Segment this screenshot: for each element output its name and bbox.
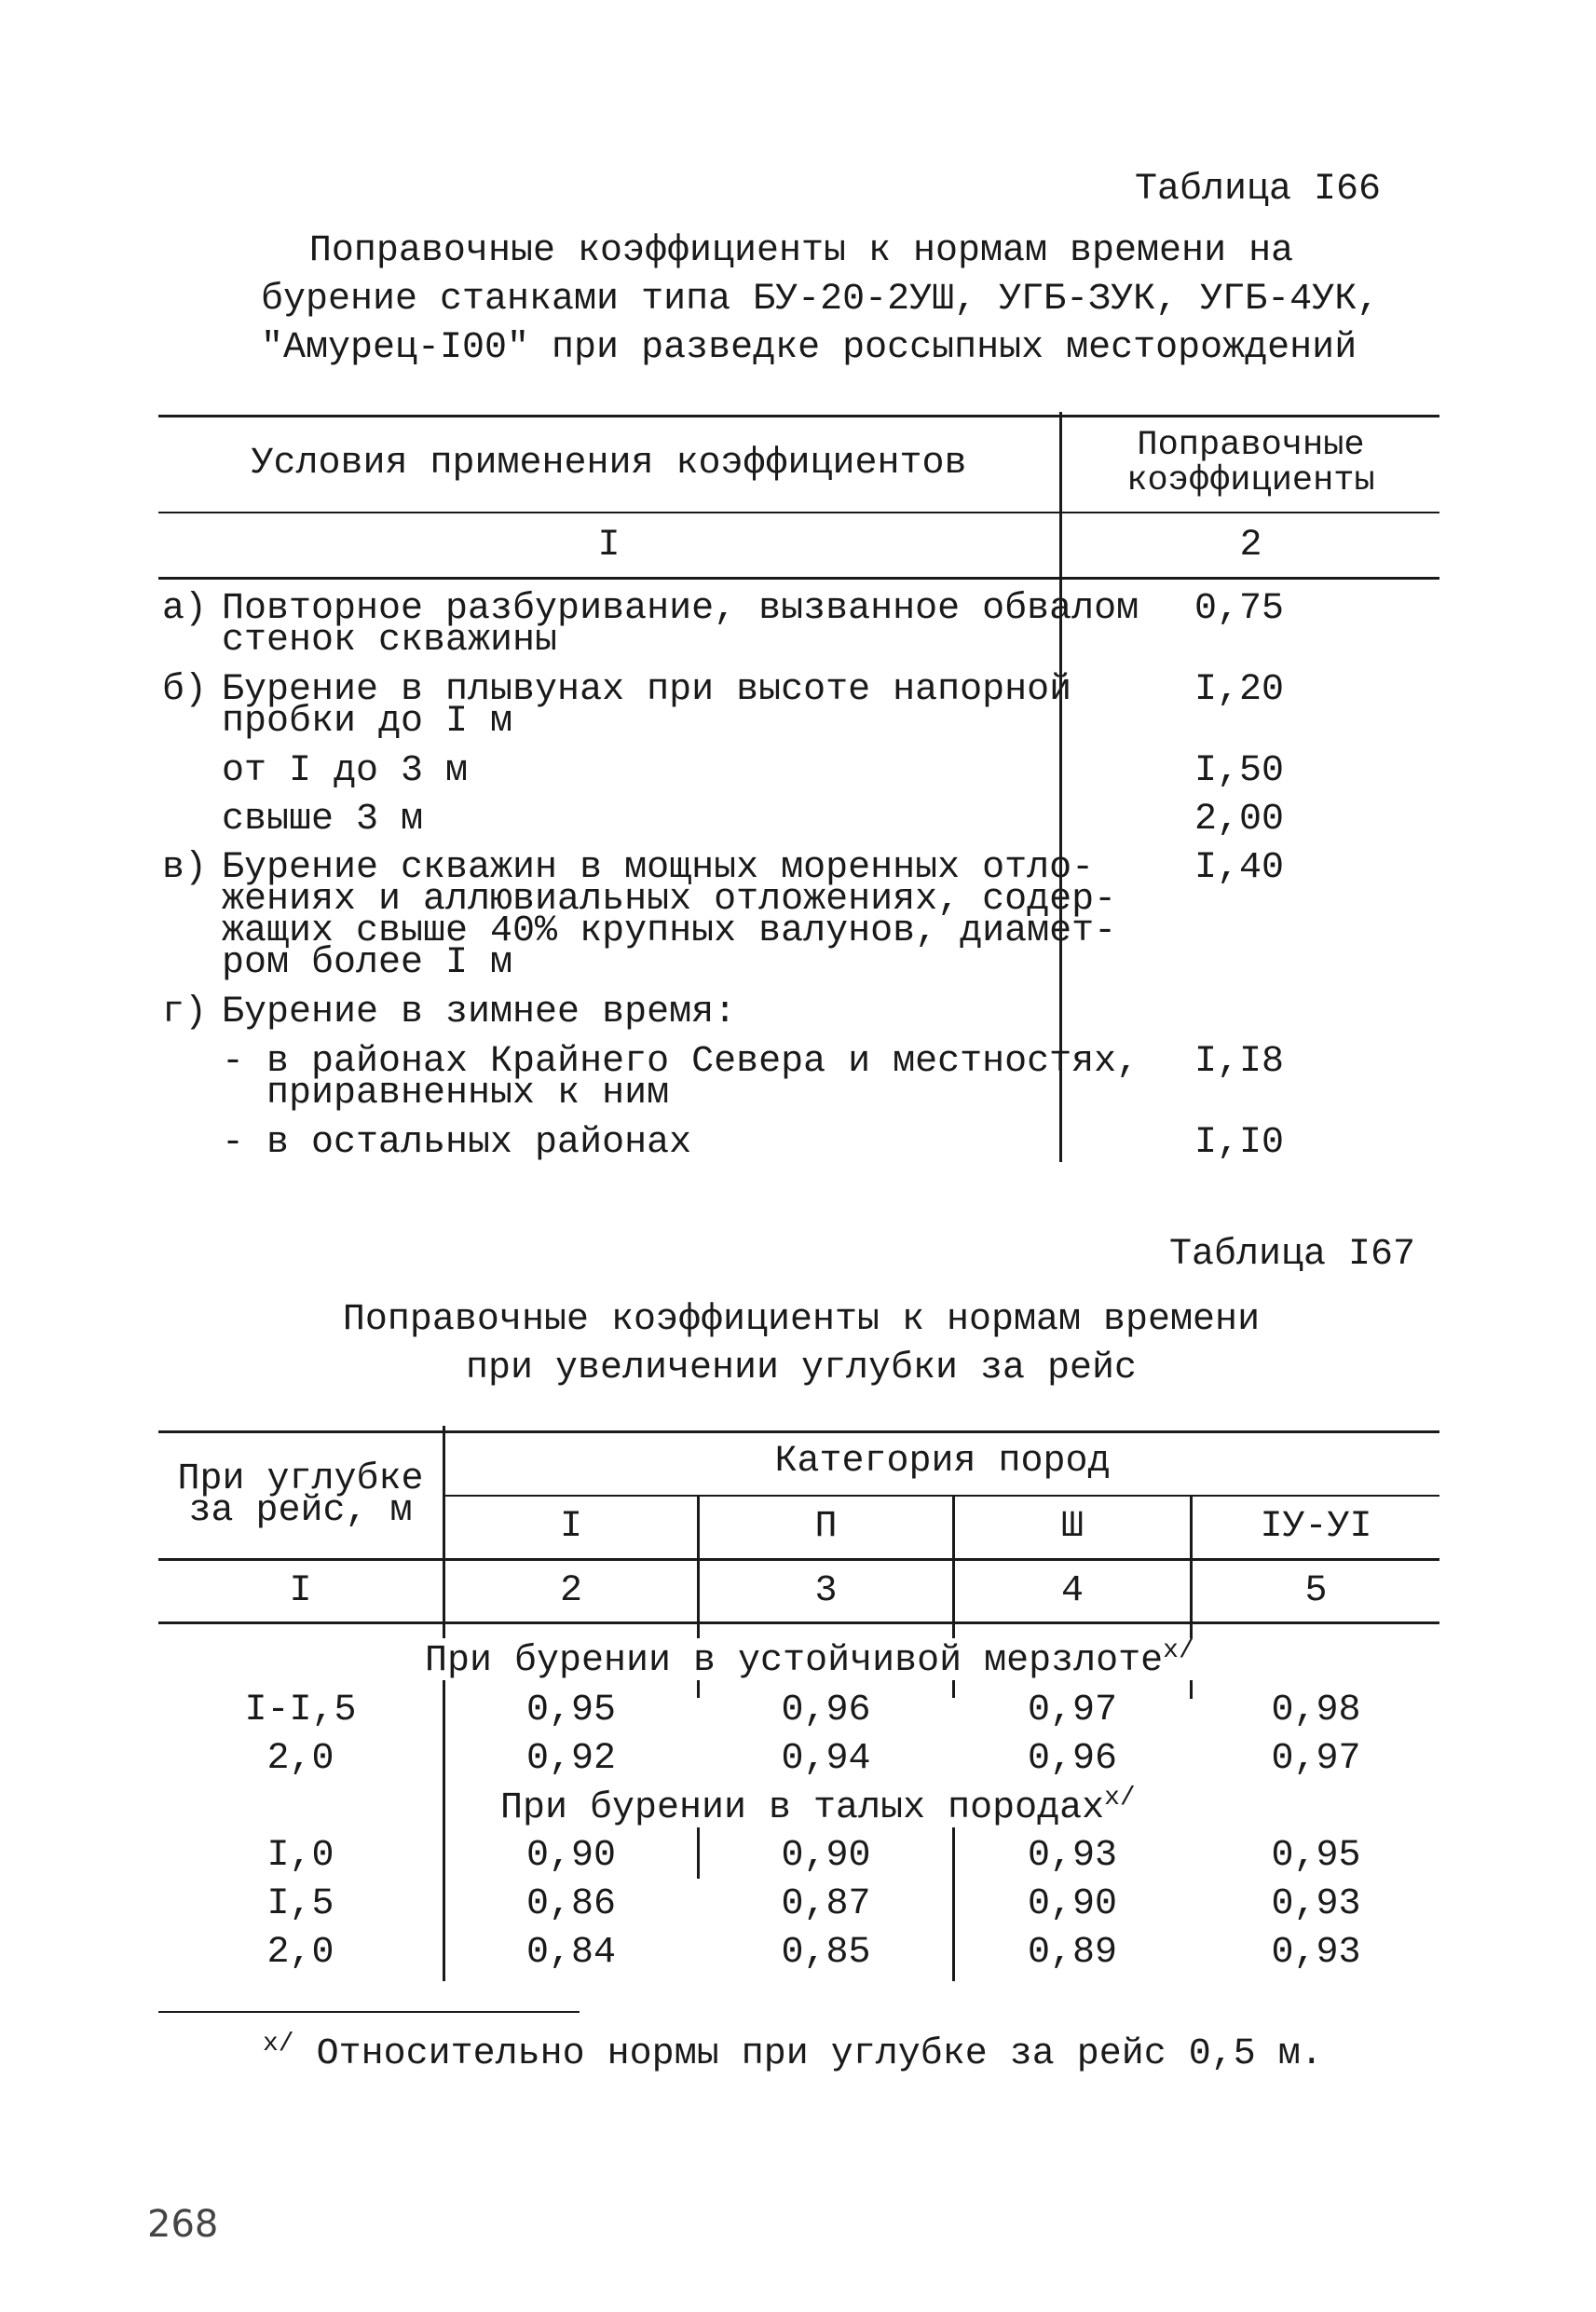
depth-value: I,5: [266, 1883, 334, 1925]
table-167-label: Таблица I67: [1169, 1234, 1416, 1276]
page-number: 268: [147, 2203, 219, 2246]
section-title-text: При бурении в талых породах: [500, 1787, 1105, 1829]
depth-value: I,0: [266, 1835, 334, 1877]
depth-value: 2,0: [266, 1738, 334, 1780]
category-header: П: [814, 1506, 838, 1548]
footnote-marker: x/: [1104, 1784, 1136, 1813]
footnote: [263, 2032, 1323, 2073]
row-marker: в): [162, 847, 208, 889]
coefficient-value: 0,93: [1271, 1883, 1361, 1925]
table-166-title-line-1: Поправочные коэффициенты к нормам времени на: [308, 230, 1294, 272]
row-marker: б): [162, 669, 208, 711]
coefficient-value: 0,94: [781, 1738, 871, 1780]
coefficient-value: I,50: [1194, 750, 1284, 792]
coefficient-value: 0,93: [1271, 1932, 1361, 1974]
condition-text: приравненных к ним: [222, 1073, 670, 1115]
condition-text: свыше 3 м: [222, 799, 424, 841]
table-166-col2-header-line-1: Поправочные: [1137, 426, 1365, 465]
coefficient-value: 0,90: [781, 1835, 871, 1877]
section-title-permafrost: [425, 1638, 1194, 1680]
coefficient-value: 0,96: [781, 1690, 871, 1731]
table-166-top-rule: [158, 415, 1439, 417]
coefficient-value: 0,85: [781, 1932, 871, 1974]
coefficient-value: 0,90: [1027, 1883, 1117, 1925]
column-number: 3: [814, 1570, 838, 1612]
condition-text: Бурение в плывунах при высоте напорной: [222, 669, 1072, 711]
table-166-title-line-2: бурение станками типа БУ-20-2УШ, УГБ-ЗУК, УГБ-4УК,: [261, 279, 1380, 321]
row-marker: г): [162, 992, 208, 1033]
table-167-number-rule: [158, 1621, 1439, 1624]
table-166-col1-number: I: [597, 525, 621, 567]
condition-text: Бурение скважин в мощных моренных отло-: [222, 847, 1095, 889]
table-166-title-line-3: "Амурец-I00" при разведке россыпных месторождений: [261, 327, 1357, 369]
depth-value: I-I,5: [244, 1690, 357, 1731]
condition-text: жениях и аллювиальных отложениях, содер-: [222, 879, 1117, 921]
coefficient-value: 0,84: [525, 1932, 616, 1974]
column-number: 5: [1304, 1570, 1328, 1612]
table-167-top-rule: [158, 1430, 1439, 1433]
category-header: Ш: [1060, 1506, 1084, 1548]
table-166-number-rule: [158, 577, 1439, 580]
section-title-thawed: [500, 1785, 1136, 1827]
coefficient-value: 0,98: [1271, 1690, 1361, 1731]
coefficient-value: I,I0: [1194, 1122, 1284, 1164]
column-number: 4: [1060, 1570, 1084, 1612]
coefficient-value: 0,86: [525, 1883, 616, 1925]
footnote-text: Относительно нормы при углубке за рейс 0,5 м.: [316, 2033, 1323, 2075]
coefficient-value: 0,97: [1271, 1738, 1361, 1780]
coefficient-value: I,I8: [1194, 1041, 1284, 1083]
coefficient-value: 0,87: [781, 1883, 871, 1925]
coefficient-value: 0,92: [525, 1738, 616, 1780]
condition-text: - в остальных районах: [222, 1122, 692, 1164]
footnote-marker: x/: [263, 2030, 294, 2059]
coefficient-value: 0,95: [1271, 1835, 1361, 1877]
condition-text: Повторное разбуривание, вызванное обвалом: [222, 588, 1139, 630]
table-167-col1-header-line-1: При углубке: [177, 1458, 424, 1500]
row-marker: а): [162, 588, 208, 630]
coefficient-value: 0,75: [1194, 588, 1284, 630]
column-number: 2: [559, 1570, 582, 1612]
footnote-rule: [158, 2011, 580, 2013]
table-166-col1-header: Условия применения коэффициентов: [251, 443, 967, 485]
column-number: I: [289, 1570, 312, 1612]
category-header: I: [559, 1506, 582, 1548]
depth-value: 2,0: [266, 1932, 334, 1974]
table-167-group-rule: [443, 1495, 1439, 1497]
condition-text: ром более I м: [222, 942, 513, 984]
table-166-label: Таблица I66: [1135, 169, 1382, 211]
coefficient-value: 0,89: [1027, 1932, 1117, 1974]
footnote-marker: x/: [1163, 1636, 1194, 1665]
condition-text: - в районах Крайнего Севера и местностях,: [222, 1041, 1139, 1083]
table-167-title-line-1: Поправочные коэффициенты к нормам времени: [342, 1299, 1261, 1341]
table-167-col1-header-line-2: за рейс, м: [188, 1490, 413, 1532]
table-167-header-rule: [158, 1558, 1439, 1561]
table-166-col2-number: 2: [1239, 525, 1262, 567]
coefficient-value: 0,93: [1027, 1835, 1117, 1877]
table-166-header-rule: [158, 512, 1439, 513]
table-167-group-header: Категория пород: [774, 1441, 1111, 1483]
coefficient-value: 2,00: [1194, 799, 1284, 841]
category-header: IУ-УI: [1260, 1506, 1372, 1548]
condition-text: от I до 3 м: [222, 750, 469, 792]
condition-text: стенок скважины: [222, 620, 558, 662]
coefficient-value: 0,96: [1027, 1738, 1117, 1780]
condition-text: жащих свыше 40% крупных валунов, диамет-: [222, 910, 1117, 952]
table-167-title-line-2: при увеличении углубки за рейс: [465, 1348, 1138, 1389]
coefficient-value: 0,90: [525, 1835, 616, 1877]
table-166-col2-header-line-2: коэффициенты: [1126, 461, 1375, 500]
section-title-text: При бурении в устойчивой мерзлоте: [425, 1640, 1164, 1682]
coefficient-value: 0,97: [1027, 1690, 1117, 1731]
coefficient-value: 0,95: [525, 1690, 616, 1731]
coefficient-value: I,20: [1194, 669, 1284, 711]
condition-text: Бурение в зимнее время:: [222, 992, 737, 1033]
coefficient-value: I,40: [1194, 847, 1284, 889]
condition-text: пробки до I м: [222, 701, 513, 743]
